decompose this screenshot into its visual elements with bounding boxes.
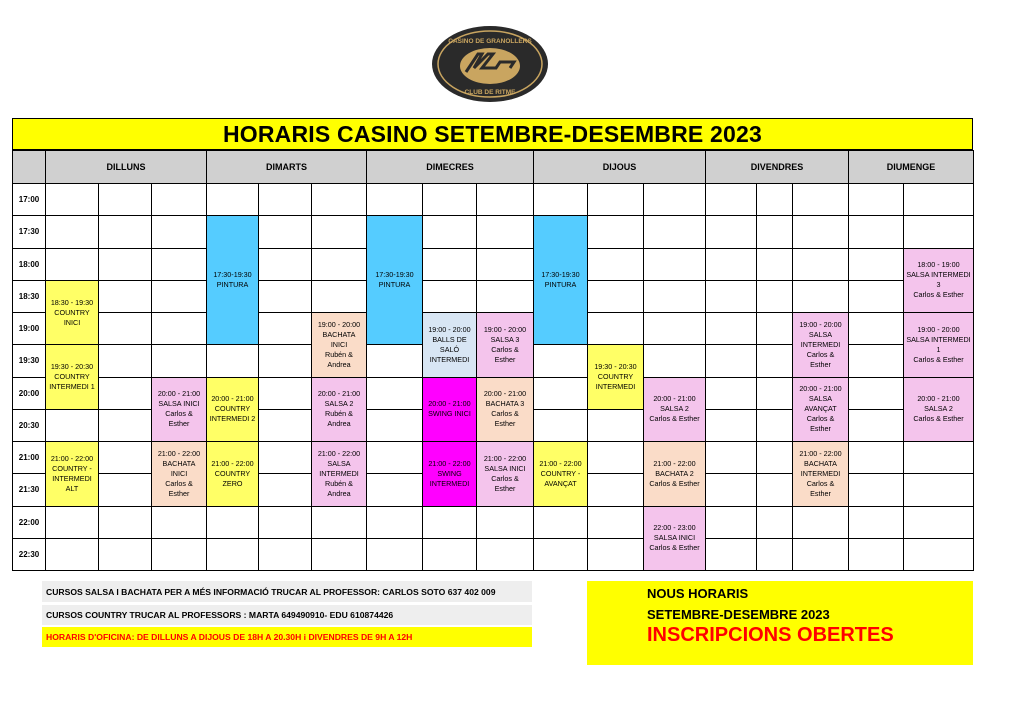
grid-cell <box>848 441 904 474</box>
grid-cell <box>258 183 312 216</box>
class-block <box>903 248 974 314</box>
grid-cell <box>533 506 588 539</box>
office-hours: HORARIS D'OFICINA: DE DILLUNS A DIJOUS DE 18H A 20.30H i DIVENDRES DE 9H A 12H <box>42 627 532 647</box>
grid-cell <box>98 409 152 442</box>
grid-cell <box>366 377 423 410</box>
grid-cell <box>258 215 312 248</box>
class-label: 19:00 - 20:00 BALLS DE SALÓ INTERMEDI <box>428 324 471 364</box>
class-block <box>311 441 367 507</box>
grid-cell <box>258 377 312 410</box>
grid-cell <box>258 473 312 506</box>
day-header: DIMARTS <box>206 150 367 184</box>
class-label: 20:00 - 21:00 SALSA INICI Carlos & Esther <box>157 389 201 429</box>
grid-cell <box>756 344 793 377</box>
logo-bottom-text: CLUB DE RITME <box>464 89 516 96</box>
class-block <box>792 312 849 378</box>
grid-cell <box>258 506 312 539</box>
grid-cell <box>45 409 99 442</box>
header-corner <box>12 150 46 184</box>
grid-cell <box>45 183 99 216</box>
grid-cell <box>366 538 423 571</box>
class-block <box>206 377 259 443</box>
time-slot: 18:00 <box>12 248 46 281</box>
grid-cell <box>848 344 904 377</box>
grid-cell <box>533 409 588 442</box>
grid-cell <box>45 538 99 571</box>
grid-cell <box>903 183 974 216</box>
grid-cell <box>903 473 974 506</box>
grid-cell <box>311 183 367 216</box>
grid-cell <box>151 280 207 313</box>
class-label: 20:00 - 21:00 BACHATA 3 Carlos & Esther <box>483 389 527 429</box>
grid-cell <box>756 473 793 506</box>
grid-cell <box>848 409 904 442</box>
grid-cell <box>311 248 367 281</box>
grid-cell <box>151 248 207 281</box>
grid-cell <box>151 506 207 539</box>
class-block <box>151 441 207 507</box>
grid-cell <box>587 409 644 442</box>
grid-cell <box>903 538 974 571</box>
grid-cell <box>422 248 477 281</box>
day-header: DIMECRES <box>366 150 534 184</box>
grid-cell <box>98 280 152 313</box>
grid-cell <box>98 441 152 474</box>
class-label: 22:00 - 23:00 SALSA INICI Carlos & Esther <box>649 523 700 553</box>
class-block <box>903 312 974 378</box>
class-block <box>476 377 534 443</box>
grid-cell <box>258 538 312 571</box>
grid-cell <box>848 312 904 345</box>
grid-cell <box>476 506 534 539</box>
grid-cell <box>643 248 706 281</box>
class-label: 19:30 - 20:30 COUNTRY INTERMEDI 1 <box>49 362 95 391</box>
grid-cell <box>587 312 644 345</box>
grid-cell <box>476 183 534 216</box>
class-block <box>903 377 974 443</box>
class-block <box>422 441 477 507</box>
time-slot: 19:30 <box>12 344 46 377</box>
grid-cell <box>476 280 534 313</box>
class-block <box>792 441 849 507</box>
class-block <box>366 215 423 345</box>
grid-cell <box>98 377 152 410</box>
grid-cell <box>258 280 312 313</box>
grid-cell <box>206 183 259 216</box>
grid-cell <box>756 183 793 216</box>
class-label: 19:30 - 20:30 COUNTRY INTERMEDI <box>594 362 637 391</box>
casino-logo <box>430 24 550 104</box>
class-label: 21:00 - 22:00 SALSA INTERMEDI Rubén & Andrea <box>317 448 361 498</box>
time-slot: 17:00 <box>12 183 46 216</box>
grid-cell <box>366 409 423 442</box>
grid-cell <box>643 280 706 313</box>
class-label: 19:00 - 20:00 SALSA INTERMEDI Carlos & Esther <box>799 319 842 369</box>
class-label: 21:00 - 22:00 COUNTRY - INTERMEDI ALT <box>50 453 94 493</box>
news-title: NOUS HORARIS <box>647 586 749 601</box>
grid-cell <box>705 409 757 442</box>
grid-cell <box>533 344 588 377</box>
grid-cell <box>792 248 849 281</box>
grid-cell <box>366 441 423 474</box>
grid-cell <box>98 506 152 539</box>
grid-cell <box>792 215 849 248</box>
class-label: 18:00 - 19:00 SALSA INTERMEDI 3 Carlos & Esther <box>906 260 971 300</box>
time-slot: 20:00 <box>12 377 46 410</box>
grid-cell <box>848 183 904 216</box>
grid-cell <box>705 183 757 216</box>
class-label: 21:00 - 22:00 BACHATA INTERMEDI Carlos & Esther <box>799 448 842 498</box>
grid-cell <box>848 215 904 248</box>
class-block <box>533 441 588 507</box>
grid-cell <box>151 344 207 377</box>
grid-cell <box>587 506 644 539</box>
class-label: 20:00 - 21:00 SALSA 2 Carlos & Esther <box>913 394 964 424</box>
grid-cell <box>258 344 312 377</box>
grid-cell <box>258 312 312 345</box>
schedule-title: HORARIS CASINO SETEMBRE-DESEMBRE 2023 <box>12 118 973 150</box>
time-slot: 19:00 <box>12 312 46 345</box>
grid-cell <box>366 183 423 216</box>
grid-cell <box>311 506 367 539</box>
salsa-bachata-contact: CURSOS SALSA I BACHATA PER A MÉS INFORMACIÓ TRUCAR AL PROFESSOR: CARLOS SOTO 637 402 009 <box>42 581 532 602</box>
news-period: SETEMBRE-DESEMBRE 2023 <box>647 607 830 622</box>
class-label: 20:00 - 21:00 SALSA 2 Carlos & Esther <box>649 394 700 424</box>
grid-cell <box>422 538 477 571</box>
class-block <box>792 377 849 443</box>
class-block <box>311 377 367 443</box>
class-block <box>206 215 259 345</box>
grid-cell <box>587 183 644 216</box>
grid-cell <box>311 538 367 571</box>
class-label: 18:30 - 19:30 COUNTRY INICI <box>50 297 94 327</box>
grid-cell <box>756 506 793 539</box>
grid-cell <box>756 215 793 248</box>
class-label: 17:30-19:30 PINTURA <box>541 270 580 290</box>
grid-cell <box>258 248 312 281</box>
time-slot: 21:30 <box>12 473 46 506</box>
grid-cell <box>705 344 757 377</box>
country-contact: CURSOS COUNTRY TRUCAR AL PROFESSORS : MARTA 649490910- EDU 610874426 <box>42 605 532 625</box>
grid-cell <box>587 215 644 248</box>
time-slot: 17:30 <box>12 215 46 248</box>
grid-cell <box>45 506 99 539</box>
class-label: 20:00 - 21:00 COUNTRY INTERMEDI 2 <box>209 394 256 424</box>
grid-cell <box>705 473 757 506</box>
grid-cell <box>311 215 367 248</box>
class-label: 19:00 - 20:00 SALSA INTERMEDI 1 Carlos & Esther <box>906 324 971 364</box>
grid-cell <box>422 506 477 539</box>
grid-cell <box>903 441 974 474</box>
grid-cell <box>848 538 904 571</box>
class-block <box>45 280 99 346</box>
class-label: 21:00 - 22:00 COUNTRY - AVANÇAT <box>539 458 582 488</box>
grid-cell <box>848 506 904 539</box>
class-block <box>151 377 207 443</box>
grid-cell <box>756 538 793 571</box>
class-block <box>476 441 534 507</box>
grid-cell <box>476 248 534 281</box>
grid-cell <box>206 344 259 377</box>
time-slot: 22:30 <box>12 538 46 571</box>
grid-cell <box>422 183 477 216</box>
grid-cell <box>792 538 849 571</box>
grid-cell <box>756 441 793 474</box>
day-header: DIJOUS <box>533 150 706 184</box>
grid-cell <box>151 215 207 248</box>
grid-cell <box>903 506 974 539</box>
grid-cell <box>587 538 644 571</box>
grid-cell <box>533 377 588 410</box>
class-label: 21:00 - 22:00 COUNTRY ZERO <box>211 458 254 488</box>
grid-cell <box>98 473 152 506</box>
class-label: 20:00 - 21:00 SALSA AVANÇAT Carlos & Esther <box>799 384 842 434</box>
grid-cell <box>587 248 644 281</box>
grid-cell <box>705 280 757 313</box>
class-label: 20:00 - 21:00 SALSA 2 Rubén & Andrea <box>317 389 361 429</box>
grid-cell <box>151 183 207 216</box>
grid-cell <box>705 506 757 539</box>
time-slot: 18:30 <box>12 280 46 313</box>
grid-cell <box>587 280 644 313</box>
grid-cell <box>206 538 259 571</box>
grid-cell <box>258 441 312 474</box>
grid-cell <box>705 248 757 281</box>
grid-cell <box>422 280 477 313</box>
grid-cell <box>756 377 793 410</box>
class-block <box>422 312 477 378</box>
grid-cell <box>366 506 423 539</box>
grid-cell <box>98 248 152 281</box>
grid-cell <box>533 538 588 571</box>
grid-cell <box>587 473 644 506</box>
grid-cell <box>533 183 588 216</box>
class-block <box>587 344 644 410</box>
grid-cell <box>705 377 757 410</box>
grid-cell <box>792 506 849 539</box>
class-label: 17:30-19:30 PINTURA <box>375 270 414 290</box>
class-block <box>206 441 259 507</box>
class-label: 19:00 - 20:00 SALSA 3 Carlos & Esther <box>483 324 527 364</box>
grid-cell <box>643 183 706 216</box>
class-block <box>643 377 706 443</box>
grid-cell <box>258 409 312 442</box>
grid-cell <box>151 312 207 345</box>
grid-cell <box>366 344 423 377</box>
class-label: 19:00 - 20:00 BACHATA INICI Rubén & Andrea <box>317 319 361 369</box>
grid-cell <box>45 248 99 281</box>
grid-cell <box>643 344 706 377</box>
class-block <box>422 377 477 443</box>
grid-cell <box>756 312 793 345</box>
grid-cell <box>705 538 757 571</box>
day-header: DIUMENGE <box>848 150 974 184</box>
class-block <box>45 344 99 410</box>
class-block <box>311 312 367 378</box>
grid-cell <box>705 215 757 248</box>
class-label: 21:00 - 22:00 SALSA INICI Carlos & Esther <box>483 453 527 493</box>
time-slot: 22:00 <box>12 506 46 539</box>
grid-cell <box>476 538 534 571</box>
day-header: DIVENDRES <box>705 150 849 184</box>
grid-cell <box>756 248 793 281</box>
grid-cell <box>311 280 367 313</box>
grid-cell <box>643 215 706 248</box>
grid-cell <box>476 215 534 248</box>
grid-cell <box>792 280 849 313</box>
class-block <box>533 215 588 345</box>
new-schedule-banner <box>587 581 973 665</box>
grid-cell <box>98 312 152 345</box>
grid-cell <box>756 409 793 442</box>
class-label: 20:00 - 21:00 SWING INICI <box>428 399 471 419</box>
grid-cell <box>98 183 152 216</box>
grid-cell <box>206 506 259 539</box>
class-block <box>45 441 99 507</box>
class-label: 17:30-19:30 PINTURA <box>213 270 252 290</box>
grid-cell <box>848 280 904 313</box>
class-label: 21:00 - 22:00 SWING INTERMEDI <box>428 458 471 488</box>
grid-cell <box>643 312 706 345</box>
class-label: 21:00 - 22:00 BACHATA INICI Carlos & Esther <box>157 448 201 498</box>
grid-cell <box>587 441 644 474</box>
time-slot: 21:00 <box>12 441 46 474</box>
class-block <box>643 441 706 507</box>
grid-cell <box>756 280 793 313</box>
grid-cell <box>848 248 904 281</box>
grid-cell <box>705 441 757 474</box>
registrations-open: INSCRIPCIONS OBERTES <box>647 624 894 646</box>
grid-cell <box>903 215 974 248</box>
day-header: DILLUNS <box>45 150 207 184</box>
class-label: 21:00 - 22:00 BACHATA 2 Carlos & Esther <box>649 458 700 488</box>
grid-cell <box>792 183 849 216</box>
grid-cell <box>98 344 152 377</box>
grid-cell <box>422 215 477 248</box>
time-slot: 20:30 <box>12 409 46 442</box>
grid-cell <box>98 538 152 571</box>
logo-top-text: CASINO DE GRANOLLERS <box>448 38 532 45</box>
class-block <box>643 506 706 572</box>
grid-cell <box>45 215 99 248</box>
schedule-grid <box>12 150 973 571</box>
grid-cell <box>848 377 904 410</box>
grid-cell <box>848 473 904 506</box>
grid-cell <box>366 473 423 506</box>
grid-cell <box>151 538 207 571</box>
grid-cell <box>98 215 152 248</box>
grid-cell <box>705 312 757 345</box>
class-block <box>476 312 534 378</box>
